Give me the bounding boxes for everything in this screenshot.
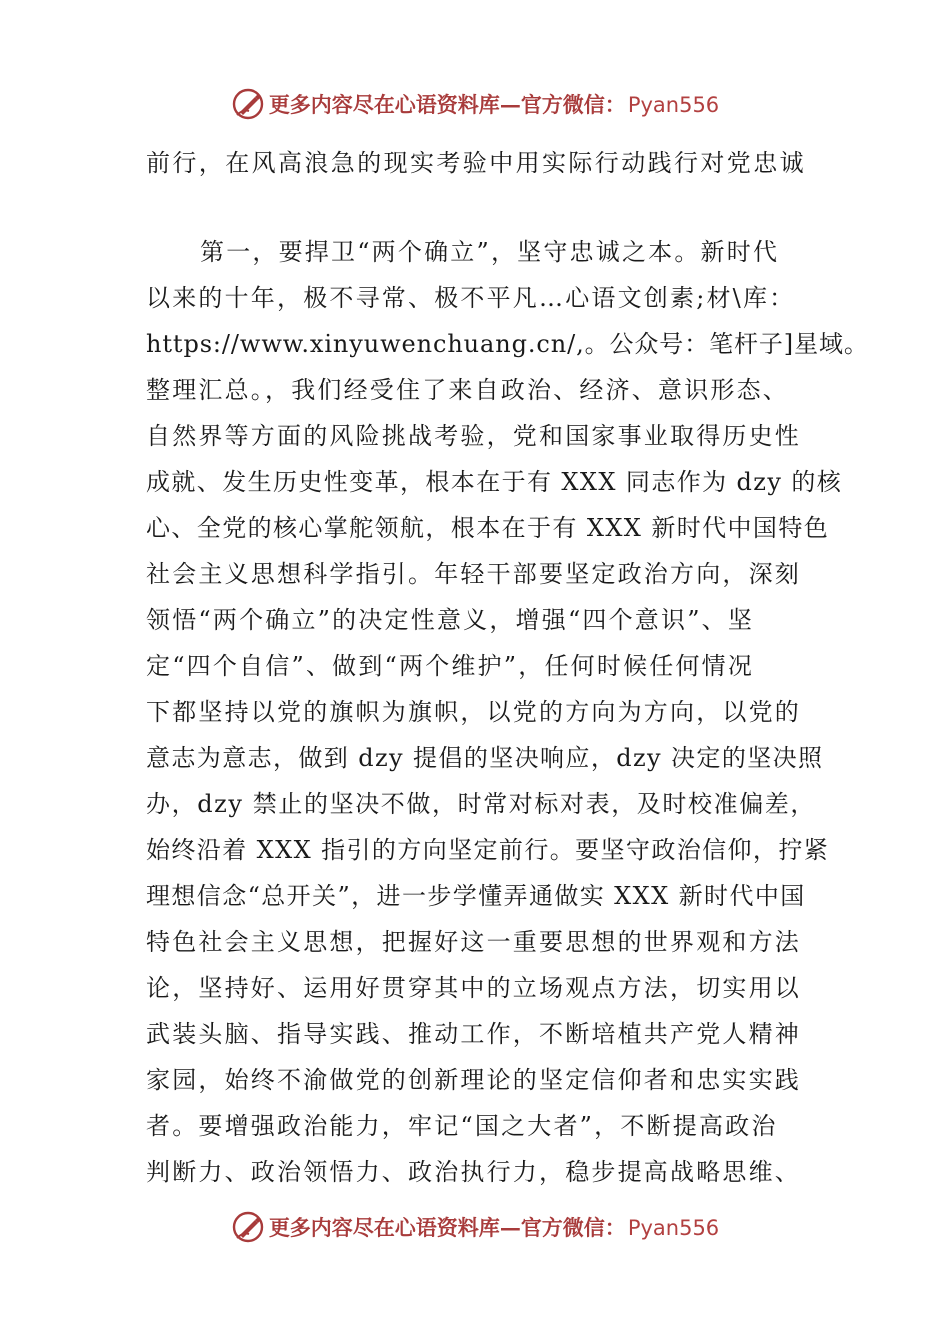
paragraph-line: 理想信念“总开关”，进一步学懂弄通做实 XXX 新时代中国 bbox=[146, 882, 806, 910]
paragraph-line: 定“四个自信”、做到“两个维护”，任何时候任何情况 bbox=[146, 652, 755, 680]
banner-official-label: 官方微信： bbox=[520, 92, 626, 117]
pen-logo-icon bbox=[231, 87, 265, 121]
paragraph-line: 心、全党的核心掌舵领航，根本在于有 XXX 新时代中国特色 bbox=[146, 514, 830, 542]
paragraph-line: 意志为意志，做到 dzy 提倡的坚决响应，dzy 决定的坚决照 bbox=[146, 744, 824, 772]
paragraph-line: 判断力、政治领悟力、政治执行力，稳步提高战略思维、 bbox=[146, 1158, 801, 1186]
paragraph-line: 第一，要捍卫“两个确立”，坚守忠诚之本。新时代 bbox=[200, 238, 780, 266]
paragraph-line: 论，坚持好、运用好贯穿其中的立场观点方法，切实用以 bbox=[146, 974, 801, 1002]
paragraph-line: 前行，在风高浪急的现实考验中用实际行动践行对党忠诚 bbox=[146, 149, 806, 177]
paragraph-line: 领悟“两个确立”的决定性意义，增强“四个意识”、坚 bbox=[146, 606, 755, 634]
paragraph-line: 始终沿着 XXX 指引的方向坚定前行。要坚守政治信仰，拧紧 bbox=[146, 836, 830, 864]
paragraph-line: 社会主义思想科学指引。年轻干部要坚定政治方向，深刻 bbox=[146, 560, 801, 588]
paragraph-line: 者。要增强政治能力，牢记“国之大者”，不断提高政治 bbox=[146, 1112, 778, 1140]
paragraph-line: 整理汇总。，我们经受住了来自政治、经济、意识形态、 bbox=[146, 376, 789, 404]
banner-separator: — bbox=[499, 1215, 521, 1240]
paragraph-line: 武装头脑、指导实践、推动工作，不断培植共产党人精神 bbox=[146, 1020, 801, 1048]
paragraph-line: 下都坚持以党的旗帜为旗帜，以党的方向为方向，以党的 bbox=[146, 698, 801, 726]
paragraph-line: https://www.xinyuwenchuang.cn/,。公众号：笔杆子]星域。 bbox=[146, 330, 869, 358]
paragraph-line: 办，dzy 禁止的坚决不做，时常对标对表，及时校准偏差， bbox=[146, 790, 816, 818]
banner-text bbox=[269, 1212, 719, 1242]
paragraph-line: 成就、发生历史性变革，根本在于有 XXX 同志作为 dzy 的核 bbox=[146, 468, 843, 496]
footer-banner bbox=[0, 1205, 950, 1249]
banner-text bbox=[269, 89, 719, 119]
banner-site-text: 更多内容尽在心语资料库 bbox=[268, 92, 500, 117]
header-banner bbox=[0, 82, 950, 126]
banner-official-label: 官方微信： bbox=[520, 1215, 626, 1240]
banner-wechat-id: Pyan556 bbox=[627, 93, 720, 117]
paragraph-line: 家园，始终不渝做党的创新理论的坚定信仰者和忠实实践 bbox=[146, 1066, 801, 1094]
banner-site-text: 更多内容尽在心语资料库 bbox=[268, 1215, 500, 1240]
paragraph-line: 自然界等方面的风险挑战考验，党和国家事业取得历史性 bbox=[146, 422, 801, 450]
pen-logo-icon bbox=[231, 1210, 265, 1244]
paragraph-line: 以来的十年，极不寻常、极不平凡…心语文创素;材\库： bbox=[146, 284, 796, 312]
document-body bbox=[146, 140, 869, 1195]
banner-separator: — bbox=[499, 92, 521, 117]
paragraph-line: 特色社会主义思想，把握好这一重要思想的世界观和方法 bbox=[146, 928, 801, 956]
banner-wechat-id: Pyan556 bbox=[627, 1216, 720, 1240]
